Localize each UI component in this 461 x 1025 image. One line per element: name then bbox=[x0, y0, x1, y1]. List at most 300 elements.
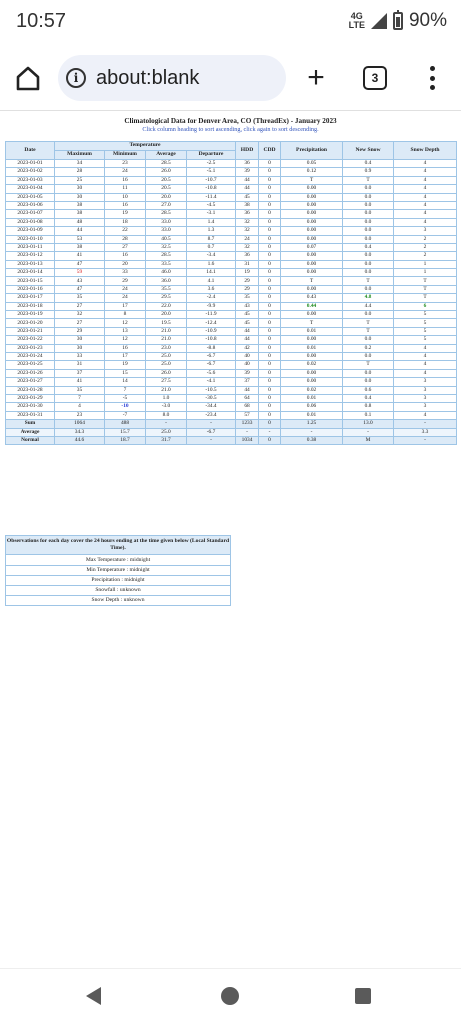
table-cell: 0 bbox=[259, 227, 281, 235]
summary-cell: - bbox=[281, 428, 343, 436]
table-row bbox=[6, 285, 457, 293]
observation-item: Snowfall : unknown bbox=[6, 585, 231, 595]
date-cell: 2023-01-11 bbox=[6, 243, 55, 251]
table-cell: 22.0 bbox=[146, 302, 187, 310]
table-cell: 0.07 bbox=[281, 243, 343, 251]
table-cell: 11 bbox=[105, 185, 146, 193]
status-time: 10:57 bbox=[16, 10, 67, 32]
table-cell: 24 bbox=[105, 168, 146, 176]
date-cell: 2023-01-12 bbox=[6, 252, 55, 260]
sort-hint: Click column heading to sort ascending, click again to sort descending. bbox=[142, 126, 319, 133]
col-minimum[interactable]: Minimum bbox=[105, 151, 146, 160]
table-cell: 0.0 bbox=[343, 269, 394, 277]
table-cell: 0 bbox=[259, 235, 281, 243]
table-cell: 4 bbox=[394, 210, 457, 218]
table-cell: 31 bbox=[236, 260, 259, 268]
table-cell: 0.00 bbox=[281, 369, 343, 377]
summary-cell: - bbox=[187, 420, 236, 428]
status-icons bbox=[349, 10, 447, 32]
table-cell: 14 bbox=[105, 378, 146, 386]
table-cell: 0 bbox=[259, 336, 281, 344]
table-cell: 0.01 bbox=[281, 344, 343, 352]
summary-label: Average bbox=[6, 428, 55, 436]
table-cell: 1.4 bbox=[187, 218, 236, 226]
col-hdd[interactable]: HDD bbox=[236, 142, 259, 160]
summary-cell: 0 bbox=[259, 420, 281, 428]
date-cell: 2023-01-02 bbox=[6, 168, 55, 176]
table-cell: -4.5 bbox=[187, 201, 236, 209]
table-cell: 0.0 bbox=[343, 260, 394, 268]
table-cell: 4 bbox=[394, 193, 457, 201]
table-cell: 17 bbox=[105, 352, 146, 360]
table-cell: -10.7 bbox=[187, 176, 236, 184]
table-cell: 0.00 bbox=[281, 269, 343, 277]
table-cell: 35 bbox=[55, 386, 105, 394]
table-cell: 3 bbox=[394, 378, 457, 386]
table-cell: 42 bbox=[236, 344, 259, 352]
date-cell: 2023-01-17 bbox=[6, 294, 55, 302]
home-circle-icon[interactable] bbox=[221, 987, 239, 1005]
table-cell: 4 bbox=[394, 176, 457, 184]
table-cell: 0.0 bbox=[343, 352, 394, 360]
table-cell: 4 bbox=[394, 168, 457, 176]
table-row bbox=[6, 311, 457, 319]
table-cell: 0 bbox=[259, 168, 281, 176]
table-cell: 32.5 bbox=[146, 243, 187, 251]
summary-cell: 3.3 bbox=[394, 428, 457, 436]
table-cell: 1.6 bbox=[187, 260, 236, 268]
browser-toolbar bbox=[0, 52, 461, 104]
col-departure[interactable]: Departure bbox=[187, 151, 236, 160]
table-cell: 28.5 bbox=[146, 252, 187, 260]
table-cell: 0 bbox=[259, 302, 281, 310]
table-row bbox=[6, 394, 457, 402]
table-cell: 16 bbox=[105, 252, 146, 260]
table-cell: 44 bbox=[236, 185, 259, 193]
date-cell: 2023-01-18 bbox=[6, 302, 55, 310]
table-cell: 0.4 bbox=[343, 243, 394, 251]
date-cell: 2023-01-06 bbox=[6, 201, 55, 209]
table-cell: 4 bbox=[394, 201, 457, 209]
table-cell: 4.8 bbox=[343, 294, 394, 302]
table-cell: 32 bbox=[236, 227, 259, 235]
table-cell: 18 bbox=[105, 218, 146, 226]
table-cell: 4 bbox=[394, 411, 457, 419]
table-cell: 0.0 bbox=[343, 378, 394, 386]
menu-icon[interactable] bbox=[424, 66, 440, 90]
tab-switcher-button[interactable]: 3 bbox=[363, 66, 387, 90]
table-cell: T bbox=[281, 277, 343, 285]
observation-item: Snow Depth : unknown bbox=[6, 596, 231, 606]
table-cell: 0 bbox=[259, 311, 281, 319]
table-cell: 0.0 bbox=[343, 193, 394, 201]
table-cell: 40.5 bbox=[146, 235, 187, 243]
table-cell: 26.0 bbox=[146, 168, 187, 176]
table-cell: 0.0 bbox=[343, 185, 394, 193]
table-cell: 16 bbox=[105, 201, 146, 209]
table-cell: 41 bbox=[55, 252, 105, 260]
table-cell: 0.01 bbox=[281, 394, 343, 402]
col-cdd[interactable]: CDD bbox=[259, 142, 281, 160]
table-cell: 0 bbox=[259, 277, 281, 285]
table-cell: 39 bbox=[236, 168, 259, 176]
table-cell: 29 bbox=[236, 285, 259, 293]
summary-cell: - bbox=[343, 428, 394, 436]
col-new-snow[interactable]: New Snow bbox=[343, 142, 394, 160]
table-cell: 0 bbox=[259, 176, 281, 184]
table-cell: 0.01 bbox=[281, 327, 343, 335]
table-cell: 35 bbox=[55, 294, 105, 302]
table-row bbox=[6, 302, 457, 310]
date-cell: 2023-01-30 bbox=[6, 403, 55, 411]
date-cell: 2023-01-14 bbox=[6, 269, 55, 277]
table-cell: 0 bbox=[259, 378, 281, 386]
table-cell: 36 bbox=[236, 160, 259, 168]
summary-cell: 31.7 bbox=[146, 436, 187, 444]
table-cell: 0.12 bbox=[281, 168, 343, 176]
summary-cell: 25.0 bbox=[146, 428, 187, 436]
summary-cell: - bbox=[259, 428, 281, 436]
table-row bbox=[6, 344, 457, 352]
table-row bbox=[6, 327, 457, 335]
table-cell: T bbox=[343, 361, 394, 369]
table-cell: 29 bbox=[236, 277, 259, 285]
table-cell: 0.43 bbox=[281, 294, 343, 302]
summary-cell: 13.0 bbox=[343, 420, 394, 428]
table-cell: -2.5 bbox=[187, 160, 236, 168]
table-cell: 0.1 bbox=[343, 411, 394, 419]
table-cell: -5 bbox=[105, 394, 146, 402]
table-row bbox=[6, 227, 457, 235]
network-type-icon bbox=[349, 12, 365, 30]
table-cell: 47 bbox=[55, 285, 105, 293]
col-maximum[interactable]: Maximum bbox=[55, 151, 105, 160]
table-cell: 0.9 bbox=[343, 168, 394, 176]
table-cell: 13 bbox=[105, 327, 146, 335]
table-cell: 12 bbox=[105, 336, 146, 344]
table-cell: 0.00 bbox=[281, 252, 343, 260]
table-cell: 27.0 bbox=[146, 201, 187, 209]
date-cell: 2023-01-22 bbox=[6, 336, 55, 344]
table-cell: 53 bbox=[55, 235, 105, 243]
table-cell: 7 bbox=[55, 394, 105, 402]
table-cell: 23.0 bbox=[146, 344, 187, 352]
table-cell: 4 bbox=[394, 352, 457, 360]
summary-cell: 18.7 bbox=[105, 436, 146, 444]
table-cell: 36.0 bbox=[146, 277, 187, 285]
table-cell: 26.0 bbox=[146, 369, 187, 377]
table-cell: 3.6 bbox=[187, 285, 236, 293]
table-cell: 0.00 bbox=[281, 218, 343, 226]
table-cell: 3 bbox=[394, 227, 457, 235]
table-cell: -6.7 bbox=[187, 361, 236, 369]
table-row bbox=[6, 411, 457, 419]
table-cell: 28.5 bbox=[146, 210, 187, 218]
table-cell: 0 bbox=[259, 361, 281, 369]
observation-item: Min Temperature : midnight bbox=[6, 565, 231, 575]
table-cell: 0.6 bbox=[343, 386, 394, 394]
table-cell: 24 bbox=[236, 235, 259, 243]
table-cell: 0 bbox=[259, 269, 281, 277]
table-row bbox=[6, 336, 457, 344]
table-cell: 57 bbox=[236, 411, 259, 419]
table-cell: 38 bbox=[55, 243, 105, 251]
table-cell: 0 bbox=[259, 352, 281, 360]
table-cell: -9.9 bbox=[187, 302, 236, 310]
table-cell: 32 bbox=[236, 243, 259, 251]
table-cell: 3 bbox=[394, 386, 457, 394]
table-cell: 36 bbox=[236, 210, 259, 218]
table-cell: 30 bbox=[55, 193, 105, 201]
table-cell: 0.2 bbox=[343, 344, 394, 352]
table-cell: 2 bbox=[394, 252, 457, 260]
table-cell: T bbox=[343, 176, 394, 184]
table-row bbox=[6, 185, 457, 193]
page-title: Climatological Data for Denver Area, CO (ThreadEx) - January 2023 bbox=[124, 117, 337, 125]
table-cell: 0.44 bbox=[281, 302, 343, 310]
summary-cell: - bbox=[187, 436, 236, 444]
table-cell: 0.02 bbox=[281, 386, 343, 394]
new-tab-button[interactable]: + bbox=[307, 61, 325, 94]
table-cell: 44 bbox=[236, 327, 259, 335]
observation-item: Precipitation : midnight bbox=[6, 575, 231, 585]
table-cell: 37 bbox=[236, 378, 259, 386]
table-cell: 0 bbox=[259, 403, 281, 411]
date-cell: 2023-01-26 bbox=[6, 369, 55, 377]
table-row bbox=[6, 294, 457, 302]
table-cell: -12.4 bbox=[187, 319, 236, 327]
network-sub-label: LTE bbox=[348, 20, 365, 30]
summary-label: Sum bbox=[6, 420, 55, 428]
table-cell: 5 bbox=[394, 311, 457, 319]
table-cell: 0 bbox=[259, 243, 281, 251]
table-cell: 20 bbox=[105, 260, 146, 268]
table-cell: 0.00 bbox=[281, 352, 343, 360]
table-cell: 0.00 bbox=[281, 227, 343, 235]
table-cell: T bbox=[394, 285, 457, 293]
table-cell: 27 bbox=[55, 319, 105, 327]
table-cell: 4 bbox=[394, 369, 457, 377]
table-cell: 0.00 bbox=[281, 185, 343, 193]
col-precipitation[interactable]: Precipitation bbox=[281, 142, 343, 160]
table-cell: 43 bbox=[236, 302, 259, 310]
summary-cell: 34.3 bbox=[55, 428, 105, 436]
table-cell: 1 bbox=[394, 260, 457, 268]
table-cell: 0.0 bbox=[343, 311, 394, 319]
table-cell: 4 bbox=[394, 218, 457, 226]
info-icon[interactable]: i bbox=[66, 68, 86, 88]
table-cell: 44 bbox=[236, 176, 259, 184]
table-cell: -30.5 bbox=[187, 394, 236, 402]
table-cell: -5.1 bbox=[187, 168, 236, 176]
table-cell: 16 bbox=[105, 344, 146, 352]
table-cell: 19 bbox=[105, 361, 146, 369]
table-cell: 0.00 bbox=[281, 210, 343, 218]
table-cell: T bbox=[343, 319, 394, 327]
table-row bbox=[6, 361, 457, 369]
table-cell: 30 bbox=[55, 185, 105, 193]
table-cell: 30 bbox=[55, 336, 105, 344]
recents-icon[interactable] bbox=[355, 988, 371, 1004]
table-cell: 0 bbox=[259, 294, 281, 302]
table-cell: 40 bbox=[236, 352, 259, 360]
summary-cell: 0 bbox=[259, 436, 281, 444]
table-cell: T bbox=[394, 294, 457, 302]
table-cell: 29 bbox=[55, 327, 105, 335]
table-row bbox=[6, 319, 457, 327]
table-cell: 32 bbox=[55, 311, 105, 319]
table-cell: 35 bbox=[236, 294, 259, 302]
observations-body bbox=[6, 555, 231, 606]
table-cell: 0.01 bbox=[281, 411, 343, 419]
table-cell: 68 bbox=[236, 403, 259, 411]
table-cell: 1 bbox=[394, 269, 457, 277]
date-cell: 2023-01-13 bbox=[6, 260, 55, 268]
signal-icon bbox=[371, 13, 387, 29]
table-cell: 38 bbox=[55, 210, 105, 218]
summary-cell: 1233 bbox=[236, 420, 259, 428]
col-group-temperature: Temperature bbox=[55, 142, 236, 151]
table-cell: 35.5 bbox=[146, 285, 187, 293]
date-cell: 2023-01-29 bbox=[6, 394, 55, 402]
table-cell: 0.00 bbox=[281, 285, 343, 293]
table-cell: 0 bbox=[259, 369, 281, 377]
table-cell: 5 bbox=[394, 319, 457, 327]
table-cell: 21.0 bbox=[146, 336, 187, 344]
table-cell: 33 bbox=[55, 352, 105, 360]
url-bar[interactable] bbox=[58, 55, 286, 101]
table-cell: 0.0 bbox=[343, 336, 394, 344]
table-cell: -3.0 bbox=[146, 403, 187, 411]
table-cell: 0.0 bbox=[343, 210, 394, 218]
date-cell: 2023-01-15 bbox=[6, 277, 55, 285]
table-cell: 37 bbox=[55, 369, 105, 377]
table-cell: 33 bbox=[105, 269, 146, 277]
summary-label: Normal bbox=[6, 436, 55, 444]
table-cell: 6 bbox=[394, 302, 457, 310]
table-cell: 12 bbox=[105, 319, 146, 327]
table-cell: 0 bbox=[259, 218, 281, 226]
table-row bbox=[6, 403, 457, 411]
date-cell: 2023-01-10 bbox=[6, 235, 55, 243]
table-cell: 41 bbox=[55, 378, 105, 386]
summary-cell: 1.25 bbox=[281, 420, 343, 428]
date-cell: 2023-01-23 bbox=[6, 344, 55, 352]
summary-cell: M bbox=[343, 436, 394, 444]
date-cell: 2023-01-05 bbox=[6, 193, 55, 201]
table-cell: 32 bbox=[236, 218, 259, 226]
col-snow-depth[interactable]: Snow Depth bbox=[394, 142, 457, 160]
table-cell: 34 bbox=[55, 160, 105, 168]
table-cell: -5.6 bbox=[187, 369, 236, 377]
table-cell: 27 bbox=[55, 302, 105, 310]
normal-row bbox=[6, 436, 457, 444]
table-cell: 4.1 bbox=[187, 277, 236, 285]
table-cell: 19 bbox=[236, 269, 259, 277]
table-cell: 22 bbox=[105, 227, 146, 235]
date-cell: 2023-01-27 bbox=[6, 378, 55, 386]
table-cell: -11.4 bbox=[187, 193, 236, 201]
observation-item: Max Temperature : midnight bbox=[6, 555, 231, 565]
table-cell: 44 bbox=[236, 386, 259, 394]
table-cell: 45 bbox=[236, 311, 259, 319]
table-cell: 39 bbox=[236, 369, 259, 377]
table-cell: 17 bbox=[105, 302, 146, 310]
date-cell: 2023-01-19 bbox=[6, 311, 55, 319]
date-cell: 2023-01-07 bbox=[6, 210, 55, 218]
table-cell: -7 bbox=[105, 411, 146, 419]
summary-cell: 1064 bbox=[55, 420, 105, 428]
table-cell: T bbox=[394, 277, 457, 285]
table-cell: 0 bbox=[259, 210, 281, 218]
table-cell: 38 bbox=[236, 201, 259, 209]
col-average[interactable]: Average bbox=[146, 151, 187, 160]
table-cell: 14.1 bbox=[187, 269, 236, 277]
url-text[interactable]: about:blank bbox=[96, 66, 200, 89]
table-cell: 5 bbox=[394, 336, 457, 344]
table-cell: 0.4 bbox=[343, 160, 394, 168]
table-cell: 0.0 bbox=[343, 369, 394, 377]
col-date[interactable]: Date bbox=[6, 142, 55, 160]
table-cell: 28 bbox=[105, 235, 146, 243]
table-cell: 0 bbox=[259, 344, 281, 352]
table-row bbox=[6, 269, 457, 277]
table-cell: 4.4 bbox=[343, 302, 394, 310]
table-row bbox=[6, 369, 457, 377]
back-icon[interactable] bbox=[86, 987, 101, 1005]
table-cell: 0 bbox=[259, 252, 281, 260]
table-cell: 0.0 bbox=[343, 201, 394, 209]
table-row bbox=[6, 352, 457, 360]
table-row bbox=[6, 168, 457, 176]
table-cell: T bbox=[343, 327, 394, 335]
table-cell: 7 bbox=[105, 386, 146, 394]
table-cell: 30 bbox=[55, 344, 105, 352]
table-cell: 33.5 bbox=[146, 260, 187, 268]
table-cell: 19.5 bbox=[146, 319, 187, 327]
table-cell: 43 bbox=[55, 277, 105, 285]
table-cell: 29 bbox=[105, 277, 146, 285]
table-cell: 36 bbox=[236, 252, 259, 260]
summary-cell: 1034 bbox=[236, 436, 259, 444]
table-cell: 44 bbox=[236, 336, 259, 344]
table-cell: 38 bbox=[55, 201, 105, 209]
observations-table bbox=[5, 535, 231, 606]
summary-cell: 488 bbox=[105, 420, 146, 428]
table-cell: 16 bbox=[105, 176, 146, 184]
summary-cell: - bbox=[394, 436, 457, 444]
table-cell: 1.0 bbox=[146, 394, 187, 402]
date-cell: 2023-01-01 bbox=[6, 160, 55, 168]
table-cell: 4 bbox=[394, 160, 457, 168]
table-cell: 0 bbox=[259, 201, 281, 209]
date-cell: 2023-01-03 bbox=[6, 176, 55, 184]
table-cell: 0.8 bbox=[343, 403, 394, 411]
table-cell: 20.5 bbox=[146, 176, 187, 184]
home-icon[interactable] bbox=[14, 64, 42, 92]
table-cell: T bbox=[281, 319, 343, 327]
table-cell: 20.0 bbox=[146, 311, 187, 319]
table-cell: 8 bbox=[105, 311, 146, 319]
table-cell: 0.0 bbox=[343, 252, 394, 260]
summary-cell: - bbox=[146, 420, 187, 428]
table-cell: 0 bbox=[259, 285, 281, 293]
table-cell: 40 bbox=[236, 361, 259, 369]
table-cell: -10.9 bbox=[187, 327, 236, 335]
average-row bbox=[6, 428, 457, 436]
table-cell: 27 bbox=[105, 243, 146, 251]
table-cell: 23 bbox=[55, 411, 105, 419]
